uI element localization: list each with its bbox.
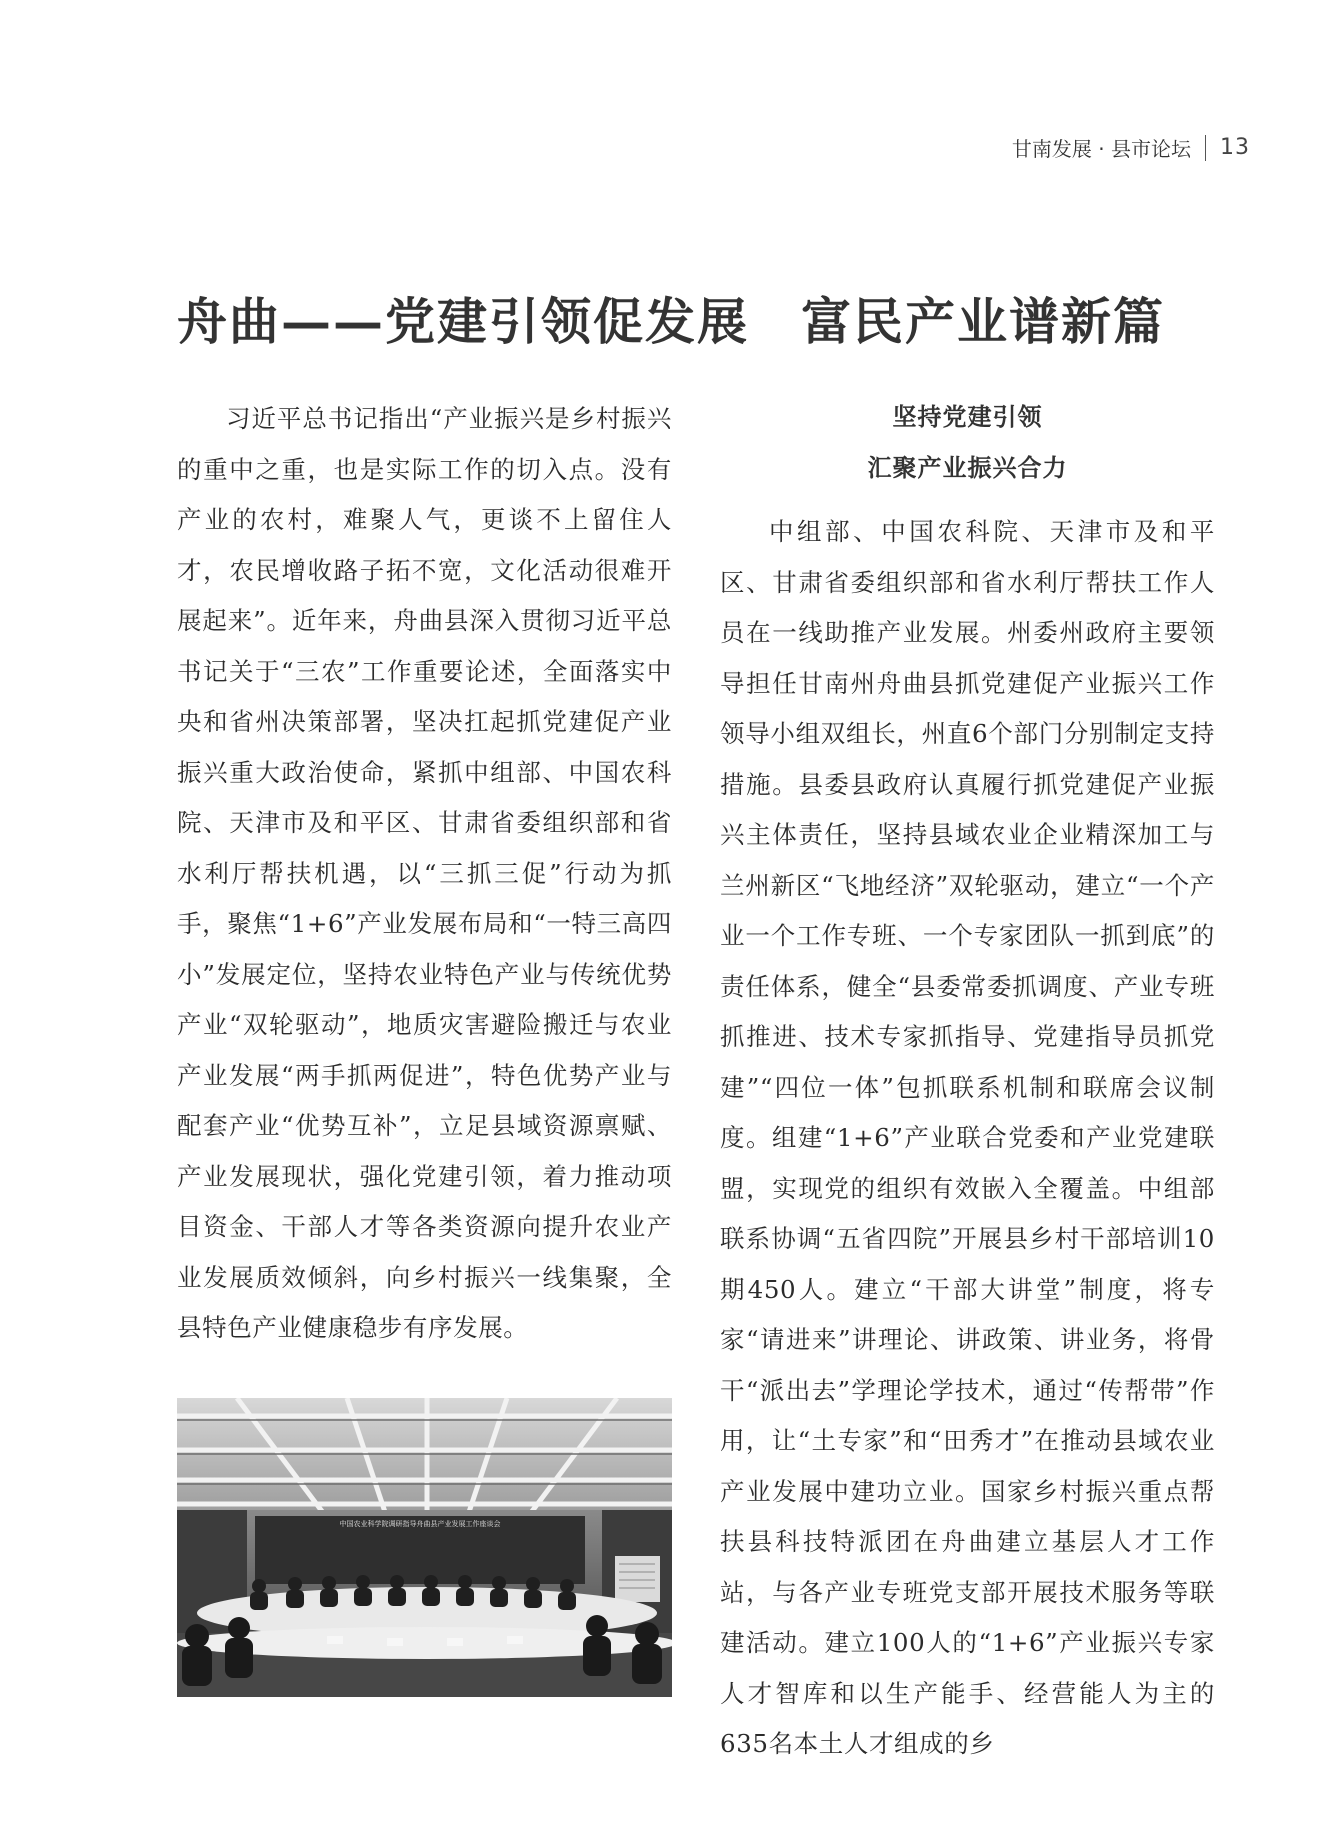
header-divider (1205, 135, 1206, 161)
meeting-photo-illustration (177, 1398, 672, 1697)
section-heading-line1: 坚持党建引领 (892, 403, 1043, 431)
section-heading-line2: 汇聚产业振兴合力 (867, 454, 1068, 482)
article-title: 舟曲——党建引领促发展 富民产业谱新篇 (177, 292, 1165, 351)
section-name: 甘南发展 · 县市论坛 (1011, 137, 1191, 161)
left-column (177, 394, 672, 1354)
body-paragraph: 中组部、中国农科院、天津市及和平区、甘肃省委组织部和省水利厅帮扶工作人员在一线助推产业发展。州委州政府主要领导担任甘南州舟曲县抓党建促产业振兴工作领导小组双组长，州直6个部门分别制定支持措施。县委县政府认真履行抓党建促产业振兴主体责任，坚持县域农业企业精深加工与兰州新区“飞地经济”双轮驱动，建立“一个产业一个工作专班、一个专家团队一抓到底”的责任体系，健全“县委常委抓调度、产业专班抓推进、技术专家抓指导、党建指导员抓党建”“四位一体”包抓联系机制和联席会议制度。组建“1+6”产业联合党委和产业党建联盟，实现党的组织有效嵌入全覆盖。中组部联系协调“五省四院”开展县乡村干部培训10期450人。建立“干部大讲堂”制度，将专家“请进来”讲理论、讲政策、讲业务，将骨干“派出去”学理论学技术，通过“传帮带”作用，让“土专家”和“田秀才”在推动县域农业产业发展中建功立业。国家乡村振兴重点帮扶县科技特派团在舟曲建立基层人才工作站，与各产业专班党支部开展技术服务等联建活动。建立100人的“1+6”产业振兴专家人才智库和以生产能手、经营能人为主的635名本土人才组成的乡 (720, 517, 1215, 1758)
photo-banner-text: 中国农业科学院调研指导舟曲县产业发展工作座谈会 (339, 1520, 501, 1528)
right-column (720, 507, 1215, 1770)
intro-paragraph: 习近平总书记指出“产业振兴是乡村振兴的重中之重，也是实际工作的切入点。没有产业的农村，难聚人气，更谈不上留住人才，农民增收路子拓不宽，文化活动很难开展起来”。近年来，舟曲县深入贯彻习近平总书记关于“三农”工作重要论述，全面落实中央和省州决策部署，坚决扛起抓党建促产业振兴重大政治使命，紧抓中组部、中国农科院、天津市及和平区、甘肃省委组织部和省水利厅帮扶机遇，以“三抓三促”行动为抓手，聚焦“1+6”产业发展布局和“一特三高四小”发展定位，坚持农业特色产业与传统优势产业“双轮驱动”，地质灾害避险搬迁与农业产业发展“两手抓两促进”，特色优势产业与配套产业“优势互补”，立足县域资源禀赋、产业发展现状，强化党建引领，着力推动项目资金、干部人才等各类资源向提升农业产业发展质效倾斜，向乡村振兴一线集聚，全县特色产业健康稳步有序发展。 (177, 404, 672, 1342)
running-header (1012, 133, 1250, 162)
page-number: 13 (1220, 135, 1250, 160)
meeting-photo (177, 1398, 672, 1697)
